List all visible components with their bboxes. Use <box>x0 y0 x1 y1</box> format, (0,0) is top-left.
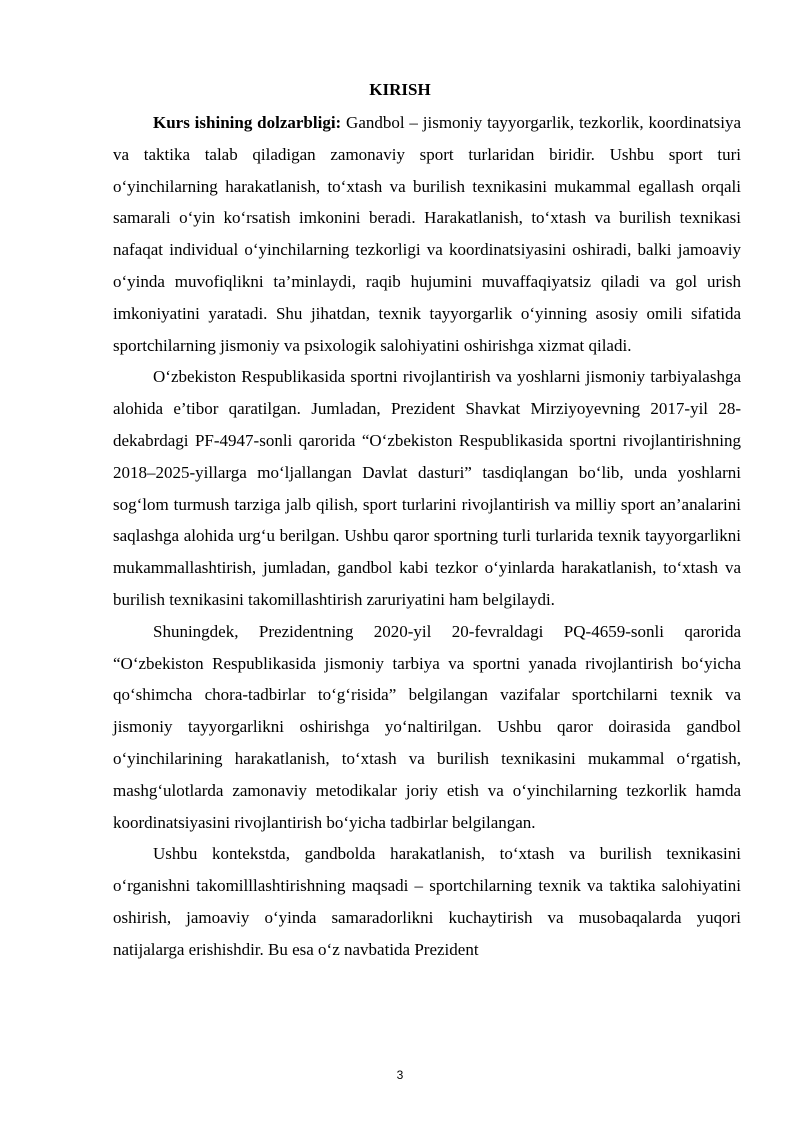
paragraph-presidential-decree <box>113 616 741 839</box>
paragraph-state-program <box>113 361 741 615</box>
paragraph-text: O‘zbekiston Respublikasida sportni rivojlantirish va yoshlarni jismoniy tarbiyalashga alohida e’tibor qaratilgan. Jumladan, Prezident Shavkat Mirziyoyevning 2017-yil 28-dekabrdagi PF-4947-sonli qarorida “O‘zbekiston Respublikasida sportni rivojlantirishning 2018–2025-yillarga mo‘ljallangan Davlat dasturi” tasdiqlangan bo‘lib, unda yoshlarni sog‘lom turmush tarziga jalb qilish, sport turlarini rivojlantirish va milliy sport an’analarini saqlashga alohida urg‘u berilgan. Ushbu qaror sportning turli turlarida texnik tayyorgarlikni mukammallashtirish, jumladan, gandbol kabi tezkor o‘yinlarda harakatlanish, to‘xtash va burilish texnikasini takomillashtirish zaruriyatini ham belgilaydi. <box>113 367 741 609</box>
body-text <box>113 107 741 966</box>
paragraph-text: Shuningdek, Prezidentning 2020-yil 20-fevraldagi PQ-4659-sonli qarorida “O‘zbekiston Respublikasida jismoniy tarbiya va sportni yanada rivojlantirish bo‘yicha qo‘shimcha chora-tadbirlar to‘g‘risida” belgilangan vazifalar sportchilarni texnik va jismoniy tayyorgarlikni oshirishga yo‘naltirilgan. Ushbu qaror doirasida gandbol o‘yinchilarining harakatlanish, to‘xtash va burilish texnikasini mukammal o‘rgatish, mashg‘ulotlarda zamonaviy metodikalar joriy etish va o‘yinchilarning tezkorlik hamda koordinatsiyasini rivojlantirish bo‘yicha tadbirlar belgilangan. <box>113 621 741 832</box>
paragraph-purpose <box>113 838 741 965</box>
paragraph-relevance <box>113 107 741 361</box>
paragraph-text: Gandbol – jismoniy tayyorgarlik, tezkorlik, koordinatsiya va taktika talab qiladigan zamonaviy sport turlaridan biridir. Ushbu sport turi o‘yinchilarning harakatlanish, to‘xtash va burilish texnikasini mukammal egallash orqali samarali o‘yin ko‘rsatish imkonini beradi. Harakatlanish, to‘xtash va burilish texnikasi nafaqat individual o‘yinchilarning tezkorligi va koordinatsiyasini oshiradi, balki jamoaviy o‘yinda muvofiqlikni ta’minlaydi, raqib hujumini muvaffaqiyatsiz qiladi va gol urish imkoniyatini yaratadi. Shu jihatdan, texnik tayyorgarlik o‘yinning asosiy omili sifatida sportchilarning jismoniy va psixologik salohiyatini oshirishga xizmat qiladi. <box>113 113 741 355</box>
paragraph-lead: Kurs ishining dolzarbligi: <box>153 113 342 132</box>
page-number: 3 <box>396 1068 404 1082</box>
paragraph-text: Ushbu kontekstda, gandbolda harakatlanish, to‘xtash va burilish texnikasini o‘rganishni takomilllashtirishning maqsadi – sportchilarning texnik va taktika salohiyatini oshirish, jamoaviy o‘yinda samaradorlikni kuchaytirish va musobaqalarda yuqori natijalarga erishishdir. Bu esa o‘z navbatida Prezident <box>113 844 741 959</box>
section-title: KIRISH <box>369 80 431 99</box>
